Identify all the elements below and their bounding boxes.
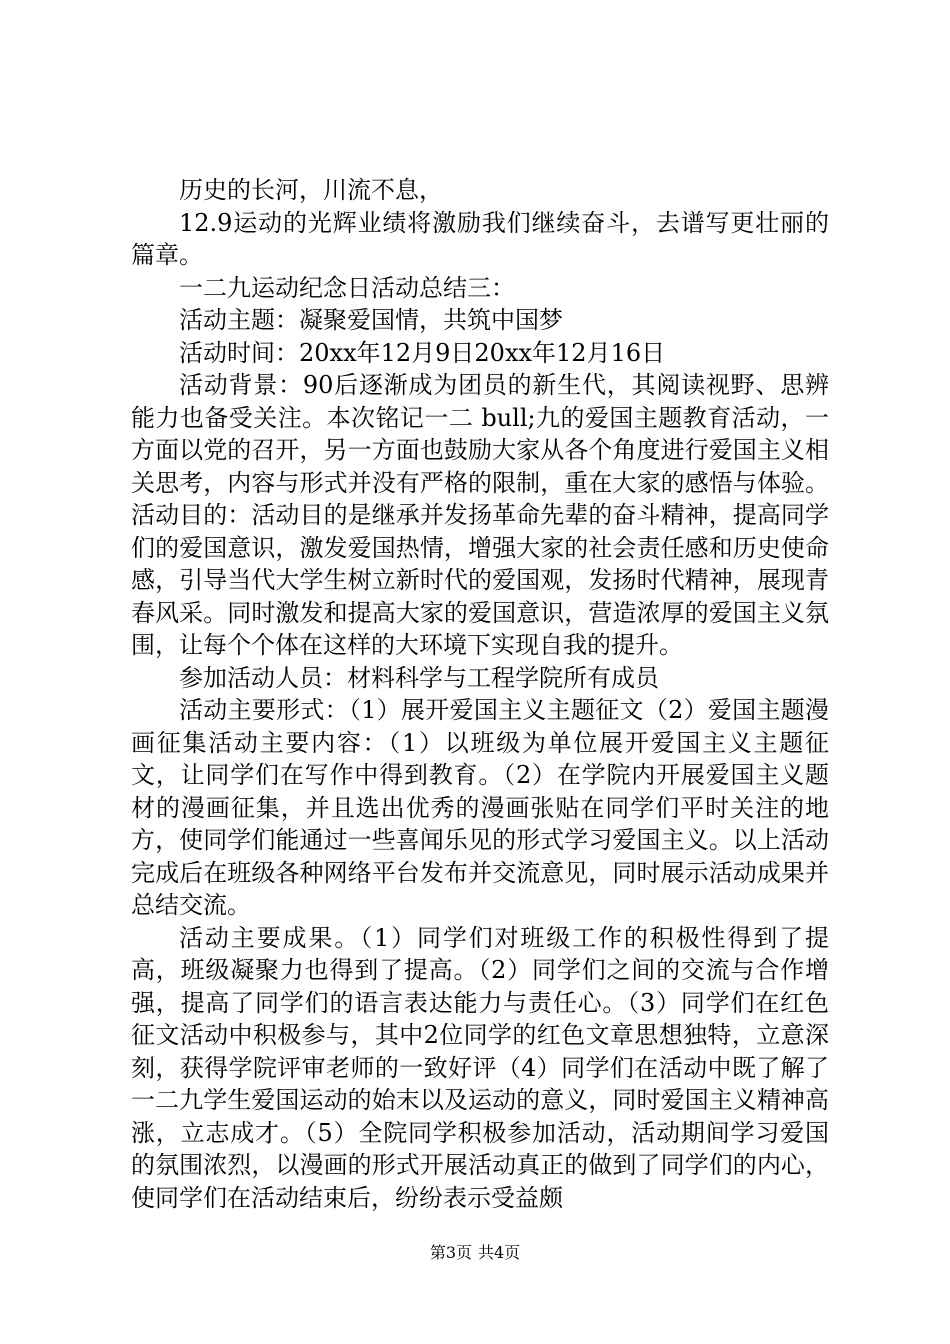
paragraph: 活动背景：90后逐渐成为团员的新生代，其阅读视野、思辨能力也备受关注。本次铭记一二 bull;九的爱国主题教育活动，一方面以党的召开，另一方面也鼓励大家从各个角度进行爱国主义相关思考，内容与形式并没有严格的限制，重在大家的感悟与体验。活动目的：活动目的是继承并发扬革命先辈的奋斗精神，提高同学们的爱国意识，激发爱国热情，增强大家的社会责任感和历史使命感，引导当代大学生树立新时代的爱国观，发扬时代精神，展现青春风采。同时激发和提高大家的爱国意识，营造浓厚的爱国主义氛围，让每个个体在这样的大环境下实现自我的提升。 bbox=[131, 371, 829, 659]
section-heading: 一二九运动纪念日活动总结三： bbox=[179, 273, 515, 302]
page-footer bbox=[0, 1243, 950, 1263]
paragraph: 12.9运动的光辉业绩将激励我们继续奋斗，去谱写更壮丽的篇章。 bbox=[131, 208, 829, 269]
document-body bbox=[131, 174, 829, 1214]
paragraph: 活动主题：凝聚爱国情，共筑中国梦 bbox=[179, 306, 563, 334]
paragraph: 活动时间：20xx年12月9日20xx年12月16日 bbox=[179, 338, 666, 367]
paragraph: 活动主要形式：（1）展开爱国主义主题征文（2）爱国主题漫画征集活动主要内容：（1）以班级为单位展开爱国主义主题征文，让同学们在写作中得到教育。（2）在学院内开展爱国主义题材的漫画征集，并且选出优秀的漫画张贴在同学们平时关注的地方，使同学们能通过一些喜闻乐见的形式学习爱国主义。以上活动完成后在班级各种网络平台发布并交流意见，同时展示活动成果并总结交流。 bbox=[131, 696, 829, 919]
paragraph: 参加活动人员：材料科学与工程学院所有成员 bbox=[179, 663, 659, 692]
page-number-current: 第3页 bbox=[429, 1243, 472, 1262]
paragraph: 活动主要成果。（1）同学们对班级工作的积极性得到了提高，班级凝聚力也得到了提高。（2）同学们之间的交流与合作增强，提高了同学们的语言表达能力与责任心。（3）同学们在红色征文活动中积极参与，其中2位同学的红色文章思想独特，立意深刻，获得学院评审老师的一致好评（4）同学们在活动中既了解了一二九学生爱国运动的始末以及运动的意义，同时爱国主义精神高涨，立志成才。（5）全院同学积极参加活动，活动期间学习爱国的氛围浓烈，以漫画的形式开展活动真正的做到了同学们的内心，使同学们在活动结束后，纷纷表示受益颇 bbox=[131, 923, 829, 1212]
paragraph: 历史的长河，川流不息， bbox=[179, 176, 443, 204]
page-number-total: 共4页 bbox=[478, 1243, 521, 1262]
